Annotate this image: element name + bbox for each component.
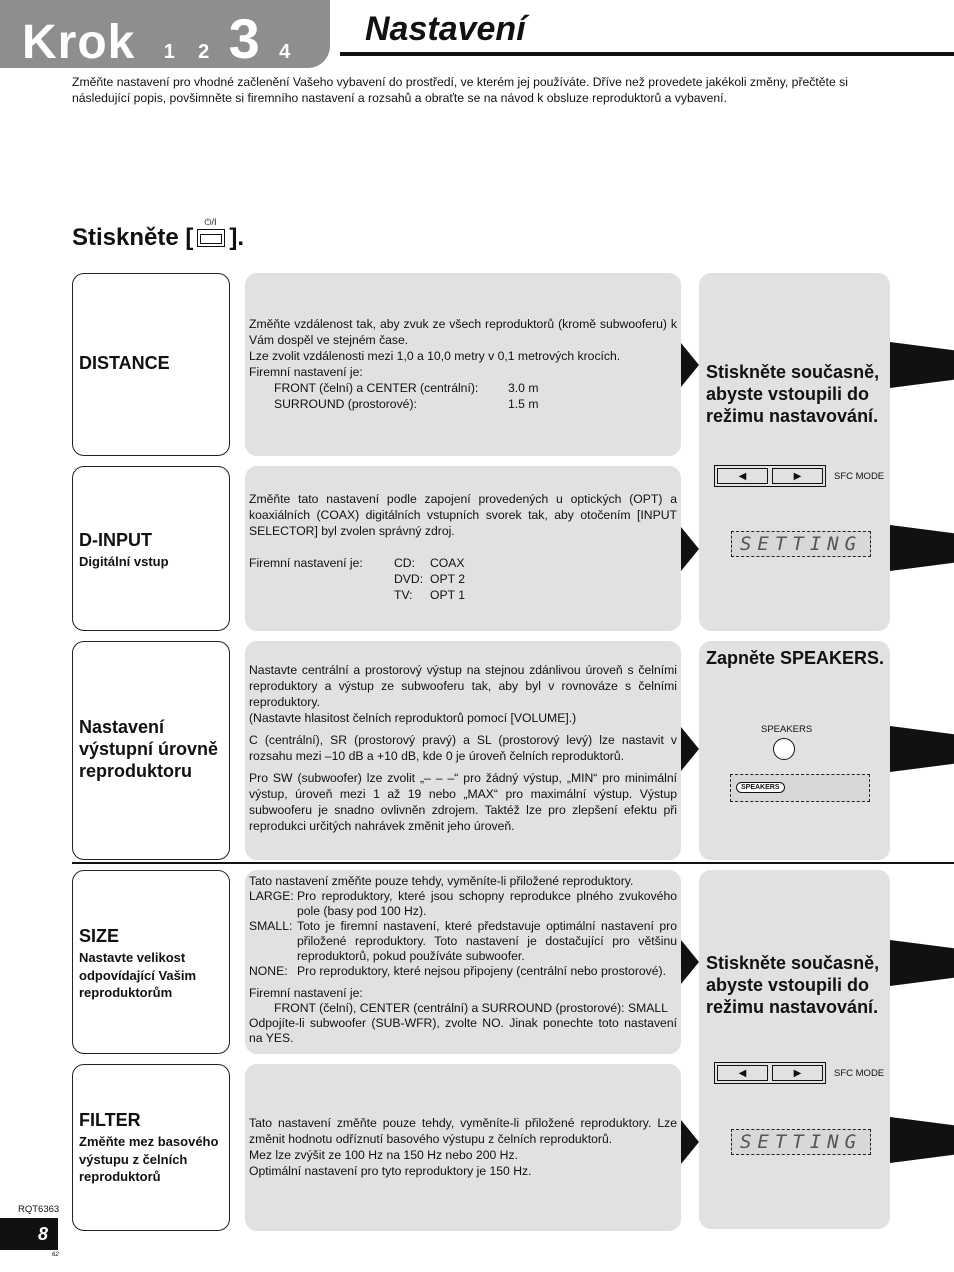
step-word: Krok bbox=[22, 16, 136, 69]
size-defaults-label: Firemní nastavení je: bbox=[249, 986, 363, 1000]
speakers-button-label: SPEAKERS bbox=[761, 724, 813, 735]
dinput-title: D-INPUT bbox=[79, 530, 152, 550]
right-arrow-button[interactable]: ▶ bbox=[772, 468, 823, 484]
step-3-current: 3 bbox=[228, 7, 261, 70]
distance-default-label: SURROUND (prostorové): bbox=[274, 397, 417, 411]
distance-label-box bbox=[72, 273, 230, 456]
left-arrow-button[interactable]: ◀ bbox=[717, 468, 768, 484]
step-indicator bbox=[22, 6, 291, 71]
distance-line-2: Lze zvolit vzdálenosti mezi 1,0 a 10,0 metry v 0,1 metrových krocích. bbox=[249, 349, 621, 363]
display-setting: SETTING bbox=[731, 531, 871, 557]
distance-default-row bbox=[249, 396, 677, 412]
distance-default-value: 1.5 m bbox=[508, 397, 539, 411]
dinput-description bbox=[245, 466, 681, 631]
setup-panel-bottom bbox=[699, 870, 890, 1229]
pointer-arrow bbox=[681, 727, 699, 771]
filter-subtitle: Změňte mez basového výstupu z čelních reproduktorů bbox=[79, 1134, 219, 1184]
power-button-icon bbox=[197, 217, 225, 247]
dinput-input: OPT 1 bbox=[430, 588, 465, 602]
size-note: Odpojíte-li subwoofer (SUB-WFR), zvolte NO. Jinak ponechte toto nastavení na YES. bbox=[249, 1016, 677, 1045]
distance-description bbox=[245, 273, 681, 456]
edge-tab bbox=[890, 525, 954, 571]
setup-panel-top bbox=[699, 273, 890, 631]
size-subtitle: Nastavte velikost odpovídající Vašim reproduktorům bbox=[79, 950, 197, 1000]
speakers-button[interactable] bbox=[773, 738, 795, 760]
filter-line-3: Optimální nastavení pro tyto reproduktory je 150 Hz. bbox=[249, 1164, 532, 1178]
level-label-box bbox=[72, 641, 230, 860]
dinput-label-box bbox=[72, 466, 230, 631]
remote-buttons bbox=[714, 465, 884, 487]
size-option-desc: Toto je firemní nastavení, které představuje optimální nastavení pro přiložené reproduktory. Toto nastavení je dostačující pro většinu reproduktorů, pokud používáte subwoofer. bbox=[297, 919, 677, 963]
distance-line-3: Firemní nastavení je: bbox=[249, 365, 363, 379]
distance-default-value: 3.0 m bbox=[508, 381, 539, 395]
size-label-box bbox=[72, 870, 230, 1054]
level-title: Nastavení výstupní úrovně reproduktoru bbox=[79, 717, 219, 781]
arrow-buttons bbox=[714, 465, 826, 487]
edge-tab bbox=[890, 342, 954, 388]
distance-line-1: Změňte vzdálenost tak, aby zvuk ze všech reproduktorů (kromě subwooferu) k Vám dospěl ve stejném čase. bbox=[249, 317, 677, 347]
dinput-input: OPT 2 bbox=[430, 572, 465, 586]
filter-label-box bbox=[72, 1064, 230, 1231]
dinput-input: COAX bbox=[430, 556, 465, 570]
dinput-source: CD: bbox=[394, 556, 415, 570]
sfc-mode-label: SFC MODE bbox=[834, 1067, 885, 1079]
size-option bbox=[249, 964, 677, 979]
step-2: 2 bbox=[198, 41, 211, 63]
distance-title: DISTANCE bbox=[79, 353, 170, 373]
edge-tab bbox=[890, 726, 954, 772]
page-title: Nastavení bbox=[365, 10, 526, 48]
size-option-term: SMALL: bbox=[249, 919, 293, 933]
step-4: 4 bbox=[279, 41, 292, 63]
filter-line-2: Mez lze zvýšit ze 100 Hz na 150 Hz nebo 200 Hz. bbox=[249, 1148, 518, 1162]
edge-tab bbox=[890, 1117, 954, 1163]
size-defaults-value: FRONT (čelní), CENTER (centrální) a SURROUND (prostorové): SMALL bbox=[274, 1001, 668, 1015]
dinput-text: Změňte tato nastavení podle zapojení provedených u optických (OPT) a koaxiálních (COAX) digitálních vstupních svorek tak, aby otočením [INPUT SELECTOR] byl zvolen správný zdroj. bbox=[249, 492, 677, 538]
sfc-mode-label: SFC MODE bbox=[834, 470, 885, 482]
dinput-subtitle: Digitální vstup bbox=[79, 554, 169, 569]
display-setting: SETTING bbox=[731, 1129, 871, 1155]
press-suffix: ]. bbox=[229, 224, 245, 251]
level-p3: Pro SW (subwoofer) lze zvolit „– – –“ pro žádný výstup, „MIN“ pro minimální výstup, úroveň mezi 1 až 19 nebo „MAX“ pro maximální výstup. Výstup subwooferu je snadno ovlivněn zdrojem. Taktéž lze pro zlepšení efektu při reprodukci určitých nahrávek změnit jeho úroveň. bbox=[249, 771, 677, 833]
filter-line-1: Tato nastavení změňte pouze tehdy, vyměníte-li přiložené reproduktory. Lze změnit hodnotu odříznutí basového výstupu z čelních reproduktorů. bbox=[249, 1116, 677, 1146]
speakers-heading: Zapněte SPEAKERS. bbox=[706, 648, 885, 668]
press-prefix: Stiskněte [ bbox=[72, 224, 194, 251]
title-rule bbox=[340, 52, 954, 56]
page-number: 8 bbox=[0, 1218, 58, 1250]
intro-text: Změňte nastavení pro vhodné začlenění Vašeho vybavení do prostředí, ve kterém jej používáte. Dříve než provedete jakékoli změny, přečtěte si následující popis, povšimněte si firemního nastavení a rozsahů a obraťte se na návod k obsluze reproduktorů a vybavení. bbox=[72, 75, 848, 105]
size-description bbox=[245, 870, 681, 1054]
left-arrow-button[interactable]: ◀ bbox=[717, 1065, 768, 1081]
level-description bbox=[245, 641, 681, 860]
dinput-source: DVD: bbox=[394, 572, 424, 586]
size-option-term: LARGE: bbox=[249, 889, 294, 903]
speakers-panel bbox=[699, 641, 890, 860]
size-option-desc: Pro reproduktory, které jsou schopny reprodukce plného zvukového pole (basy pod 100 Hz). bbox=[297, 889, 677, 918]
arrow-buttons bbox=[714, 1062, 826, 1084]
power-symbol: ⏻/I bbox=[204, 217, 217, 227]
dinput-defaults bbox=[249, 555, 677, 603]
level-p2: C (centrální), SR (prostorový pravý) a SL (prostorový levý) lze nastavit v rozsahu mezi –10 dB a +10 dB, kde 0 je úroveň čelních reproduktorů. bbox=[249, 733, 677, 763]
level-p1: Nastavte centrální a prostorový výstup na stejnou zdánlivou úroveň s čelními reproduktory a výstup ze subwooferu tak, aby byl v rovnováze s čelními reproduktory. bbox=[249, 663, 677, 709]
page-subnumber: 62 bbox=[52, 1252, 59, 1258]
step-1: 1 bbox=[163, 41, 176, 63]
size-intro: Tato nastavení změňte pouze tehdy, vyměníte-li přiložené reproduktory. bbox=[249, 874, 634, 888]
distance-default-row bbox=[249, 380, 677, 396]
pointer-arrow bbox=[681, 527, 699, 571]
speakers-display bbox=[730, 774, 870, 802]
pointer-arrow bbox=[681, 1120, 699, 1164]
pointer-arrow bbox=[681, 940, 699, 984]
size-option bbox=[249, 889, 677, 919]
edge-tab bbox=[890, 940, 954, 986]
dinput-defaults-label: Firemní nastavení je: bbox=[249, 556, 363, 570]
size-title: SIZE bbox=[79, 926, 120, 946]
pointer-arrow bbox=[681, 343, 699, 387]
size-option-desc: Pro reproduktory, které nejsou připojeny (centrální nebo prostorové). bbox=[297, 964, 666, 978]
filter-description bbox=[245, 1064, 681, 1231]
dinput-source: TV: bbox=[394, 588, 413, 602]
size-option-term: NONE: bbox=[249, 964, 288, 978]
model-code: RQT6363 bbox=[18, 1204, 60, 1215]
distance-default-label: FRONT (čelní) a CENTER (centrální): bbox=[274, 381, 479, 395]
press-setup-instruction: Stiskněte současně, abyste vstoupili do režimu nastavování. bbox=[706, 953, 880, 1017]
right-arrow-button[interactable]: ▶ bbox=[772, 1065, 823, 1081]
press-setup-instruction: Stiskněte současně, abyste vstoupili do režimu nastavování. bbox=[706, 362, 880, 426]
filter-title: FILTER bbox=[79, 1110, 141, 1130]
level-p1b: (Nastavte hlasitost čelních reproduktorů pomocí [VOLUME].) bbox=[249, 711, 577, 725]
press-power-instruction bbox=[72, 217, 245, 252]
size-option bbox=[249, 919, 677, 964]
section-divider bbox=[72, 862, 954, 864]
remote-buttons bbox=[714, 1062, 884, 1084]
speakers-indicator: SPEAKERS bbox=[736, 782, 785, 793]
